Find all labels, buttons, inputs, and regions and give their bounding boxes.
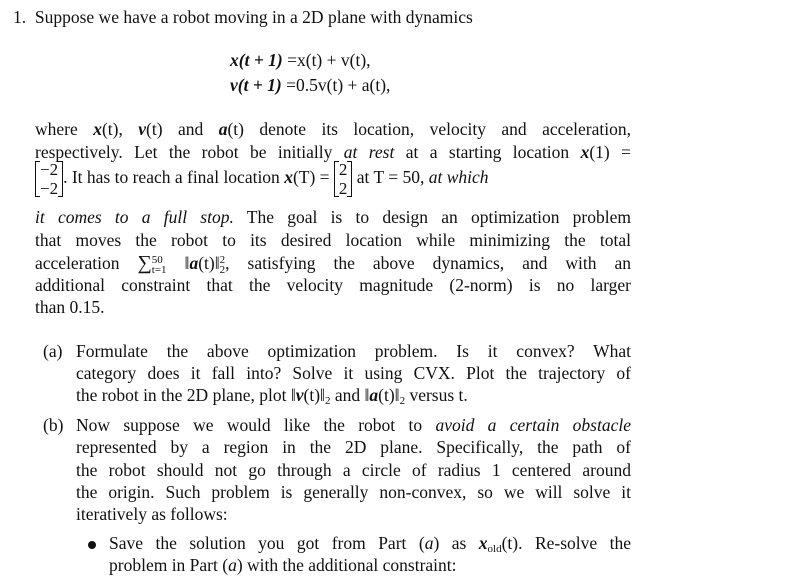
intro-text: Suppose we have a robot moving in a 2D plane with dynamics <box>34 7 473 27</box>
para-line-5: that moves the robot to its desired location while minimizing the total <box>35 230 631 250</box>
para-line-6: acceleration ∑50 t=1 ‖a(t)‖2 2, satisfying the above dynamics, and with an <box>35 252 631 276</box>
para-line-7: additional constraint that the velocity magnitude (2-norm) is no larger <box>35 275 631 295</box>
equation-2: v(t + 1) =0.5v(t) + a(t), <box>230 75 391 95</box>
bullet-line-1: Save the solution you got from Part (a) as $x_{old}(t)$. Re-solve the <box>109 533 631 555</box>
equation-1: x(t + 1) =x(t) + v(t), <box>230 50 371 70</box>
part-a-label: (a) <box>43 341 63 361</box>
part-b-line-5: iteratively as follows: <box>76 504 228 524</box>
part-a-line-1: Formulate the above optimization problem. Is it convex? What <box>76 341 631 361</box>
part-b-line-3: the robot should not go through a circle of radius 1 centered around <box>76 460 631 480</box>
part-b-line-1: Now suppose we would like the robot to avoid a certain obstacle <box>76 415 631 435</box>
part-a-line-2: category does it fall into? Solve it using CVX. Plot the trajectory of <box>76 363 631 383</box>
para-line-1: where x(t), v(t) and a(t) denote its location, velocity and acceleration, <box>35 119 631 139</box>
para-line-8: than 0.15. <box>35 297 105 317</box>
para-line-4: it comes to a full stop. The goal is to design an optimization problem <box>35 207 631 227</box>
start-location-matrix: −2 −2 <box>35 160 63 198</box>
bullet-icon <box>88 541 96 549</box>
final-location-matrix: 2 2 <box>334 160 353 198</box>
problem-intro <box>13 7 473 28</box>
para-line-2: respectively. Let the robot be initially at rest at a starting location x(1) = <box>35 142 631 162</box>
part-a-line-3: the robot in the 2D plane, plot $‖v(t)‖_2$ and $‖a(t)‖_2$ versus t. <box>76 385 468 407</box>
part-b-label: (b) <box>43 415 64 435</box>
problem-number: 1. <box>13 7 27 27</box>
bullet-line-2: problem in Part (a) with the additional constraint: <box>109 555 457 575</box>
part-b-line-4: the origin. Such problem is generally non-convex, so we will solve it <box>76 482 631 502</box>
para-line-3: −2 −2. It has to reach a final location x(T) = 2 2 at T = 50, at which <box>35 160 631 198</box>
part-b-line-2: represented by a region in the 2D plane. Specifically, the path of <box>76 437 631 457</box>
